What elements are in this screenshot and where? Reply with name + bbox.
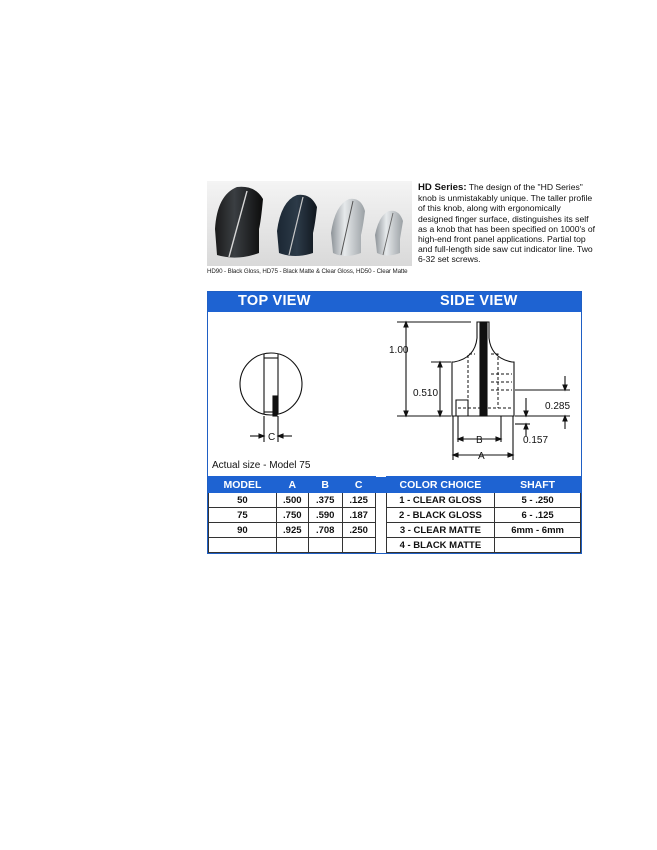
spec-panel (207, 291, 582, 554)
cell-gap (375, 523, 386, 538)
top-view-label: TOP VIEW (238, 293, 311, 309)
cell-model: 50 (209, 493, 277, 508)
cell-a (276, 538, 308, 553)
cell-model: 90 (209, 523, 277, 538)
cell-b (308, 538, 342, 553)
table-row (209, 538, 581, 553)
cell-model: 75 (209, 508, 277, 523)
technical-drawing (208, 312, 581, 460)
cell-gap (375, 538, 386, 553)
col-a: A (276, 477, 308, 493)
cell-b: .708 (308, 523, 342, 538)
dim-c-label: C (268, 432, 276, 443)
cell-a: .500 (276, 493, 308, 508)
actual-size-note: Actual size - Model 75 (212, 460, 311, 471)
cell-color-choice: 2 - BLACK GLOSS (386, 508, 495, 523)
table-row (209, 508, 581, 523)
cell-gap (375, 508, 386, 523)
cell-c: .187 (342, 508, 375, 523)
dim-height-label: 1.00 (389, 345, 409, 356)
cell-color-choice: 3 - CLEAR MATTE (386, 523, 495, 538)
cell-a: .750 (276, 508, 308, 523)
cell-c (342, 538, 375, 553)
col-gap (375, 477, 386, 493)
dimensions-table (208, 476, 581, 553)
dim-b-label: B (476, 435, 483, 446)
cell-model (209, 538, 277, 553)
table-row (209, 523, 581, 538)
dim-base-label: 0.157 (523, 435, 549, 446)
knob-product-photo (207, 181, 412, 266)
side-view-label: SIDE VIEW (440, 293, 518, 309)
cell-shaft: 6 - .125 (495, 508, 581, 523)
cell-c: .125 (342, 493, 375, 508)
table-header-row (209, 477, 581, 493)
dim-skirt-label: 0.510 (413, 388, 439, 399)
cell-color-choice: 4 - BLACK MATTE (386, 538, 495, 553)
table-row (209, 493, 581, 508)
cell-color-choice: 1 - CLEAR GLOSS (386, 493, 495, 508)
col-shaft: SHAFT (495, 477, 581, 493)
series-text: The design of the "HD Series" knob is unmistakably unique. The taller profile of this knob, along with ergonomically designed finger surface, distinguishes its self as a knob that has been specified on 1000's of high-end front panel applications. Partial top and full-length side saw cut indicator line. Two 6-32 set screws. (418, 182, 595, 265)
view-header (208, 292, 581, 312)
col-c: C (342, 477, 375, 493)
dim-shaft-pos-label: 0.285 (545, 401, 571, 412)
series-description (418, 182, 596, 265)
photo-caption: HD90 - Black Gloss, HD75 - Black Matte & Clear Gloss, HD50 - Clear Matte (207, 268, 408, 275)
col-model: MODEL (209, 477, 277, 493)
cell-gap (375, 493, 386, 508)
cell-a: .925 (276, 523, 308, 538)
cell-shaft (495, 538, 581, 553)
cell-shaft: 5 - .250 (495, 493, 581, 508)
col-b: B (308, 477, 342, 493)
cell-b: .375 (308, 493, 342, 508)
cell-b: .590 (308, 508, 342, 523)
top-view-drawing (240, 353, 302, 442)
cell-shaft: 6mm - 6mm (495, 523, 581, 538)
cell-c: .250 (342, 523, 375, 538)
series-heading: HD Series: (418, 182, 467, 193)
col-color-choice: COLOR CHOICE (386, 477, 495, 493)
dim-a-label: A (478, 451, 485, 460)
